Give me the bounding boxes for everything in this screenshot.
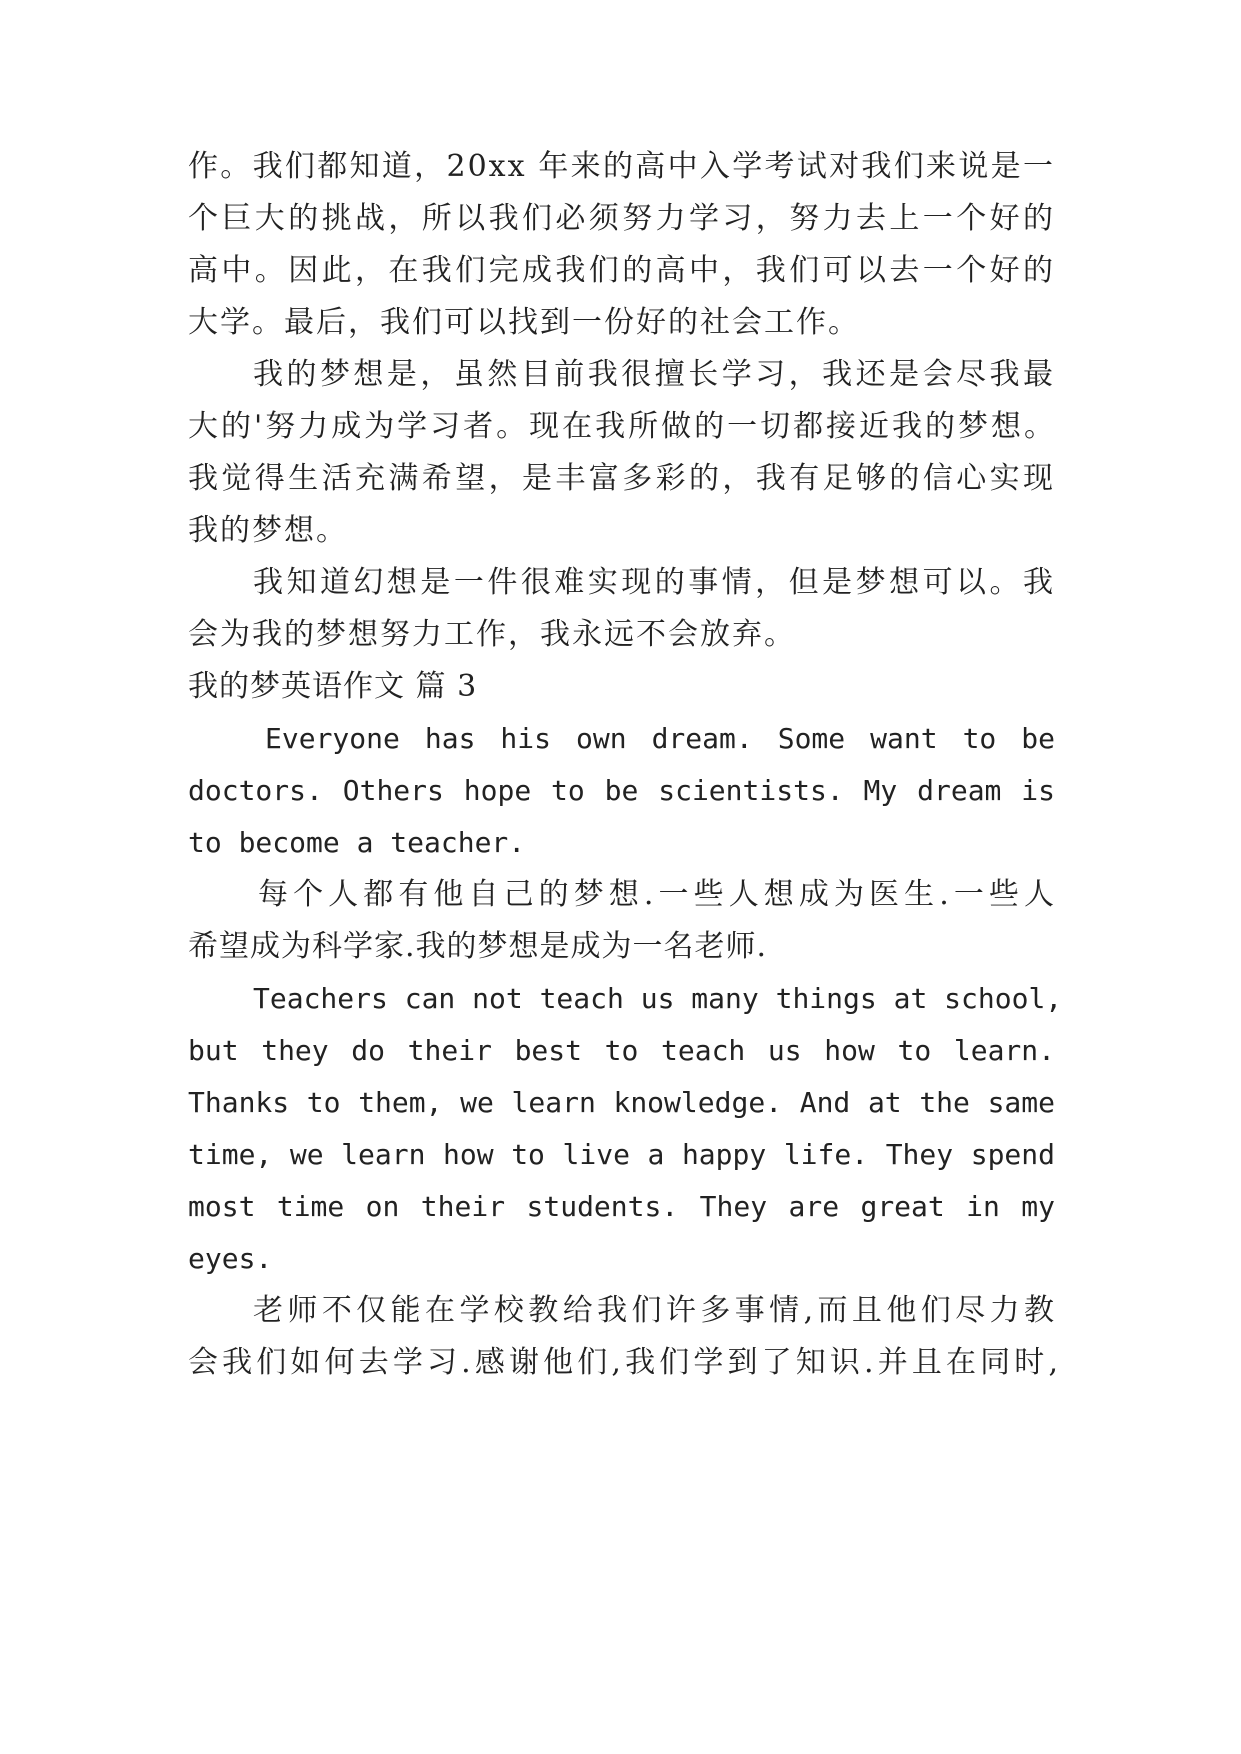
text-line: 会为我的梦想努力工作，我永远不会放弃。 bbox=[188, 617, 796, 652]
text-line: time, we learn how to live a happy life. They spend bbox=[188, 1138, 1055, 1171]
text-line: Thanks to them, we learn knowledge. And at the same bbox=[188, 1086, 1055, 1119]
text-line: to become a teacher. bbox=[188, 826, 526, 859]
text-line: 大学。最后，我们可以找到一份好的社会工作。 bbox=[188, 305, 860, 340]
text-line: most time on their students. They are great in my bbox=[188, 1190, 1055, 1223]
text-line: 我的梦想是，虽然目前我很擅长学习，我还是会尽我最 bbox=[253, 357, 1055, 392]
text-line: but they do their best to teach us how to learn. bbox=[188, 1034, 1055, 1067]
text-line: 个巨大的挑战，所以我们必须努力学习，努力去上一个好的 bbox=[188, 201, 1055, 236]
text-line: 每个人都有他自己的梦想.一些人想成为医生.一些人 bbox=[258, 877, 1055, 912]
text-line: Teachers can not teach us many things at school, bbox=[253, 982, 1063, 1015]
section-heading: 我的梦英语作文 篇 3 bbox=[188, 669, 478, 704]
text-line: 希望成为科学家.我的梦想是成为一名老师. bbox=[188, 929, 768, 964]
text-line: 老师不仅能在学校教给我们许多事情,而且他们尽力教 bbox=[253, 1293, 1055, 1328]
text-line: 大的'努力成为学习者。现在我所做的一切都接近我的梦想。 bbox=[188, 409, 1055, 444]
text-line: 作。我们都知道，20xx 年来的高中入学考试对我们来说是一 bbox=[188, 149, 1055, 184]
text-line: doctors. Others hope to be scientists. My dream is bbox=[188, 774, 1055, 807]
text-line: 我的梦想。 bbox=[188, 513, 348, 548]
text-line: 我知道幻想是一件很难实现的事情，但是梦想可以。我 bbox=[253, 565, 1055, 600]
text-line: Everyone has his own dream. Some want to be bbox=[265, 722, 1055, 755]
text-line: 我觉得生活充满希望，是丰富多彩的，我有足够的信心实现 bbox=[188, 461, 1055, 496]
text-line: eyes. bbox=[188, 1242, 273, 1275]
text-line: 会我们如何去学习.感谢他们,我们学到了知识.并且在同时, bbox=[188, 1345, 1058, 1380]
text-line: 高中。因此，在我们完成我们的高中，我们可以去一个好的 bbox=[188, 253, 1055, 288]
